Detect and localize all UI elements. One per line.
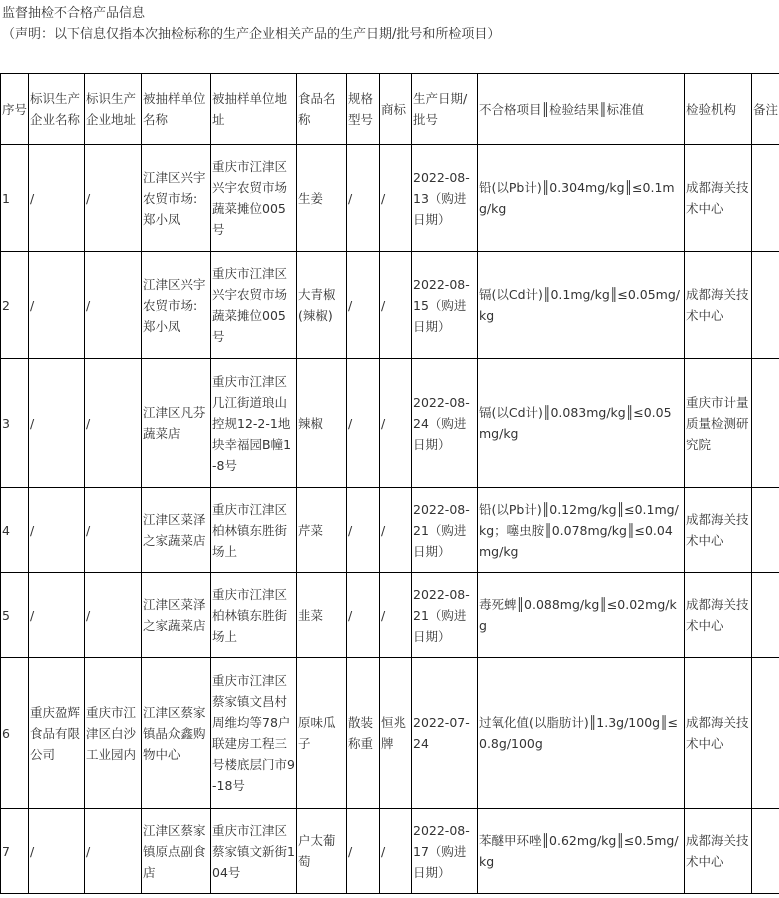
cell-trademark: / [380, 359, 412, 488]
cell-remarks [752, 488, 779, 573]
cell-manufacturer-name: / [29, 809, 85, 894]
cell-sampled-unit-name: 江津区菜泽之家蔬菜店 [142, 573, 211, 658]
unqualified-products-table [0, 73, 779, 894]
cell-index: 6 [1, 658, 29, 809]
cell-manufacturer-name: / [29, 252, 85, 359]
header-failed-items: 不合格项目║检验结果║标准值 [478, 74, 685, 145]
cell-trademark: / [380, 809, 412, 894]
cell-manufacturer-address: 重庆市江津区白沙工业园内 [85, 658, 142, 809]
cell-spec: / [347, 359, 380, 488]
cell-production-date: 2022-08-21（购进日期） [412, 488, 478, 573]
cell-index: 4 [1, 488, 29, 573]
cell-inspection-agency: 成都海关技术中心 [685, 809, 752, 894]
cell-remarks [752, 809, 779, 894]
cell-trademark: / [380, 145, 412, 252]
cell-food-name: 大青椒(辣椒) [297, 252, 347, 359]
cell-spec: / [347, 488, 380, 573]
cell-sampled-unit-name: 江津区兴宇农贸市场:郑小凤 [142, 252, 211, 359]
cell-sampled-unit-address: 重庆市江津区几江街道琅山控规12-2-1地块幸福园B幢1-8号 [211, 359, 297, 488]
cell-manufacturer-address: / [85, 359, 142, 488]
cell-remarks [752, 145, 779, 252]
cell-trademark: / [380, 488, 412, 573]
table-row [1, 488, 779, 573]
cell-spec: / [347, 145, 380, 252]
cell-inspection-agency: 成都海关技术中心 [685, 145, 752, 252]
cell-spec: / [347, 809, 380, 894]
cell-failed-items: 毒死蜱║0.088mg/kg║≤0.02mg/kg [478, 573, 685, 658]
page-title: 监督抽检不合格产品信息 [2, 6, 146, 21]
cell-inspection-agency: 成都海关技术中心 [685, 658, 752, 809]
cell-sampled-unit-address: 重庆市江津区兴宇农贸市场蔬菜摊位005号 [211, 252, 297, 359]
cell-food-name: 韭菜 [297, 573, 347, 658]
cell-index: 3 [1, 359, 29, 488]
disclaimer-notice: （声明：以下信息仅指本次抽检标称的生产企业相关产品的生产日期/批号和所检项目） [2, 27, 501, 42]
cell-inspection-agency: 成都海关技术中心 [685, 252, 752, 359]
cell-failed-items: 铅(以Pb计)║0.12mg/kg║≤0.1mg/kg；噻虫胺║0.078mg/kg║≤0.04mg/kg [478, 488, 685, 573]
cell-inspection-agency: 重庆市计量质量检测研究院 [685, 359, 752, 488]
cell-failed-items: 苯醚甲环唑║0.62mg/kg║≤0.5mg/kg [478, 809, 685, 894]
cell-production-date: 2022-08-21（购进日期） [412, 573, 478, 658]
table-row [1, 573, 779, 658]
header-sampled-unit-address: 被抽样单位地址 [211, 74, 297, 145]
cell-spec: / [347, 252, 380, 359]
header-spec: 规格型号 [347, 74, 380, 145]
header-trademark: 商标 [380, 74, 412, 145]
cell-remarks [752, 658, 779, 809]
cell-manufacturer-address: / [85, 809, 142, 894]
header-index: 序号 [1, 74, 29, 145]
cell-index: 2 [1, 252, 29, 359]
cell-trademark: / [380, 573, 412, 658]
cell-index: 1 [1, 145, 29, 252]
header-manufacturer-name: 标识生产企业名称 [29, 74, 85, 145]
cell-failed-items: 铅(以Pb计)║0.304mg/kg║≤0.1mg/kg [478, 145, 685, 252]
cell-production-date: 2022-08-15（购进日期） [412, 252, 478, 359]
header-production-date: 生产日期/批号 [412, 74, 478, 145]
cell-remarks [752, 573, 779, 658]
cell-index: 7 [1, 809, 29, 894]
cell-failed-items: 镉(以Cd计)║0.1mg/kg║≤0.05mg/kg [478, 252, 685, 359]
cell-production-date: 2022-07-24 [412, 658, 478, 809]
cell-food-name: 原味瓜子 [297, 658, 347, 809]
cell-production-date: 2022-08-13（购进日期） [412, 145, 478, 252]
cell-sampled-unit-address: 重庆市江津区蔡家镇文昌村周维均等78户联建房工程三号楼底层门市9-18号 [211, 658, 297, 809]
cell-sampled-unit-name: 江津区蔡家镇原点副食店 [142, 809, 211, 894]
cell-spec: 散装称重 [347, 658, 380, 809]
cell-remarks [752, 252, 779, 359]
cell-manufacturer-name: / [29, 145, 85, 252]
cell-inspection-agency: 成都海关技术中心 [685, 488, 752, 573]
cell-inspection-agency: 成都海关技术中心 [685, 573, 752, 658]
cell-failed-items: 镉(以Cd计)║0.083mg/kg║≤0.05mg/kg [478, 359, 685, 488]
cell-sampled-unit-name: 江津区兴宇农贸市场:郑小凤 [142, 145, 211, 252]
cell-food-name: 生姜 [297, 145, 347, 252]
table-row [1, 809, 779, 894]
header-remarks: 备注 [752, 74, 779, 145]
table-row [1, 359, 779, 488]
header-food-name: 食品名称 [297, 74, 347, 145]
cell-manufacturer-address: / [85, 145, 142, 252]
cell-sampled-unit-name: 江津区凡芬蔬菜店 [142, 359, 211, 488]
unqualified-products-table-wrap [0, 73, 779, 894]
cell-spec: / [347, 573, 380, 658]
cell-sampled-unit-name: 江津区菜泽之家蔬菜店 [142, 488, 211, 573]
header-sampled-unit-name: 被抽样单位名称 [142, 74, 211, 145]
cell-sampled-unit-name: 江津区蔡家镇晶众鑫购物中心 [142, 658, 211, 809]
cell-sampled-unit-address: 重庆市江津区柏林镇东胜街场上 [211, 488, 297, 573]
cell-production-date: 2022-08-24（购进日期） [412, 359, 478, 488]
cell-food-name: 辣椒 [297, 359, 347, 488]
table-row [1, 252, 779, 359]
cell-trademark: / [380, 252, 412, 359]
cell-sampled-unit-address: 重庆市江津区兴宇农贸市场蔬菜摊位005号 [211, 145, 297, 252]
table-row [1, 145, 779, 252]
cell-manufacturer-address: / [85, 488, 142, 573]
cell-index: 5 [1, 573, 29, 658]
cell-manufacturer-name: / [29, 573, 85, 658]
cell-remarks [752, 359, 779, 488]
header-inspection-agency: 检验机构 [685, 74, 752, 145]
cell-production-date: 2022-08-17（购进日期） [412, 809, 478, 894]
cell-sampled-unit-address: 重庆市江津区柏林镇东胜街场上 [211, 573, 297, 658]
cell-trademark: 恒兆牌 [380, 658, 412, 809]
cell-food-name: 芹菜 [297, 488, 347, 573]
cell-failed-items: 过氧化值(以脂肪计)║1.3g/100g║≤0.8g/100g [478, 658, 685, 809]
cell-sampled-unit-address: 重庆市江津区蔡家镇文新街104号 [211, 809, 297, 894]
cell-manufacturer-address: / [85, 252, 142, 359]
cell-manufacturer-address: / [85, 573, 142, 658]
cell-manufacturer-name: 重庆盈辉食品有限公司 [29, 658, 85, 809]
table-header-row [1, 74, 779, 145]
table-row [1, 658, 779, 809]
cell-manufacturer-name: / [29, 359, 85, 488]
cell-food-name: 户太葡萄 [297, 809, 347, 894]
cell-manufacturer-name: / [29, 488, 85, 573]
header-manufacturer-address: 标识生产企业地址 [85, 74, 142, 145]
